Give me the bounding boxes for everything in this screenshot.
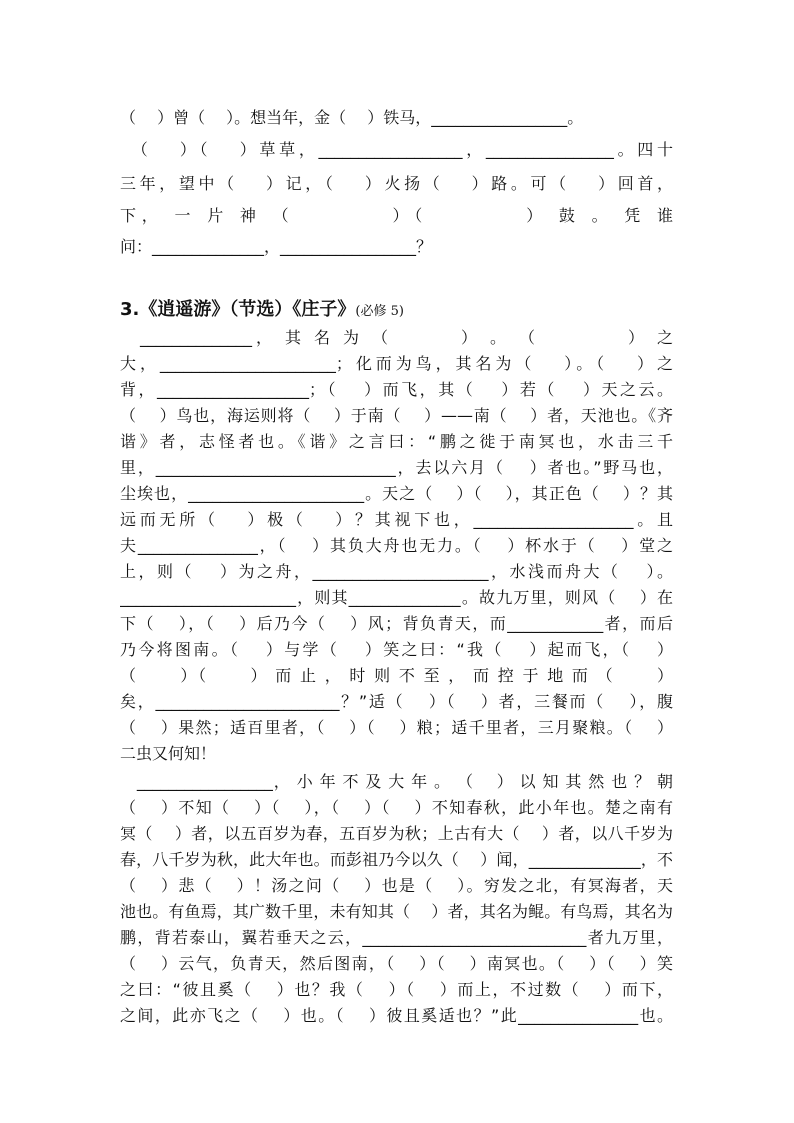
text-line: 乃今将图南。（ ）与学（ ）笑之曰：“我（ ）起而飞，（ ） [120, 640, 673, 659]
text-line: 矣，_______________________？”适（ ）（ ）者，三餐而（ ），腹 [120, 692, 673, 711]
text-line: （ ）果然；适百里者，（ ）（ ）粮；适千里者，三月聚粮。（ ） [120, 718, 673, 737]
text-line: （ ）（ ） 而 止 ， 时 则 不 至 ， 而 控 于 地 而 （ ） [120, 666, 673, 685]
text-line: 池也。有鱼焉，其广数千里，未有知其（ ）者，其名为鲲。有鸟焉，其名为 [120, 902, 673, 921]
poem-line-3: 三年，望中（ ）记，（ ）火扬（ ）路。可（ ）回首， [120, 174, 673, 193]
text-line: 之间，此亦飞之（ ）也。（ ）彼且奚适也？”此_______________也。 [120, 1006, 673, 1025]
section-heading [120, 299, 404, 323]
text-line: （ ）鸟也，海运则将（ ）于南（ ）——南（ ）者，天池也。《齐 [120, 406, 673, 425]
text-line: （ ）悲（ ）！汤之问（ ）也是（ ）。穷发之北，有冥海者，天 [120, 876, 673, 895]
text-line: 上，则（ ）为之舟，______________________，水浅而舟大（ ）。 [120, 562, 673, 581]
text-line: 谐》者，志怪者也。《谐》之言曰：“鹏之徙于南冥也，水击三千 [120, 432, 673, 451]
text-line: 夫_______________，（ ）其负大舟也无力。（ ）杯水于（ ）堂之 [120, 536, 673, 555]
text-line: 冥（ ）者，以五百岁为春，五百岁为秋；上古有大（ ）者，以八千岁为 [120, 824, 673, 843]
text-line: 背，___________________；（ ）而飞，其（ ）若（ ）天之云。 [120, 380, 673, 399]
text-line: 尘埃也，______________________。天之（ ）（ ），其正色（ ）？其 [120, 484, 673, 503]
text-line: 鹏，背若泰山，翼若垂天之云，____________________________者九万里， [120, 928, 673, 947]
section-title: 3.《逍遥游》（节选）《庄子》 [120, 299, 356, 320]
text-line: ______________________，则其______________。故九万里，则风（ ）在 [120, 588, 673, 607]
text-line: 远而无所（ ）极（ ）？其视下也，____________________。且 [120, 510, 673, 529]
text-line: 里，______________________________，去以六月（ ）者也。”野马也， [120, 458, 673, 477]
text-line: 之曰：“彼且奚（ ）也？我（ ）（ ）而上，不过数（ ）而下， [120, 980, 673, 999]
text-line: 春，八千岁为秋，此大年也。而彭祖乃今以久（ ）闻，______________，不 [120, 850, 673, 869]
text-line: 下（ ），（ ）后乃今（ ）风；背负青天，而____________者，而后 [120, 614, 673, 633]
poem-line-1: （ ）曾（ ）。想当年，金（ ）铁马，_________________。 [120, 108, 584, 127]
text-line: 大，______________________；化而为鸟，其名为（ ）。（ ）之 [120, 354, 673, 373]
text-line: （ ）云气，负青天，然后图南，（ ）（ ）南冥也。（ ）（ ）笑 [120, 954, 673, 973]
poem-line-2: （ ）（ ）草草，__________________，________________。四十 [120, 140, 673, 159]
poem-line-4: 下， 一 片 神 （ ）（ ） 鼓 。 凭 谁 [120, 206, 673, 225]
section-note: (必修 5) [355, 304, 404, 319]
poem-line-5: 问：______________，_________________？ [120, 237, 433, 256]
text-line: ______________， 其 名 为 （ ） 。 （ ） 之 [120, 328, 673, 347]
text-line: 二虫又何知！ [120, 744, 217, 763]
text-line: _________________， 小 年 不 及 大 年 。 （ ） 以 知 其 然 也 ？ 朝 [120, 772, 673, 791]
text-line: （ ）不知（ ）（ ），（ ）（ ）不知春秋，此小年也。楚之南有 [120, 798, 673, 817]
